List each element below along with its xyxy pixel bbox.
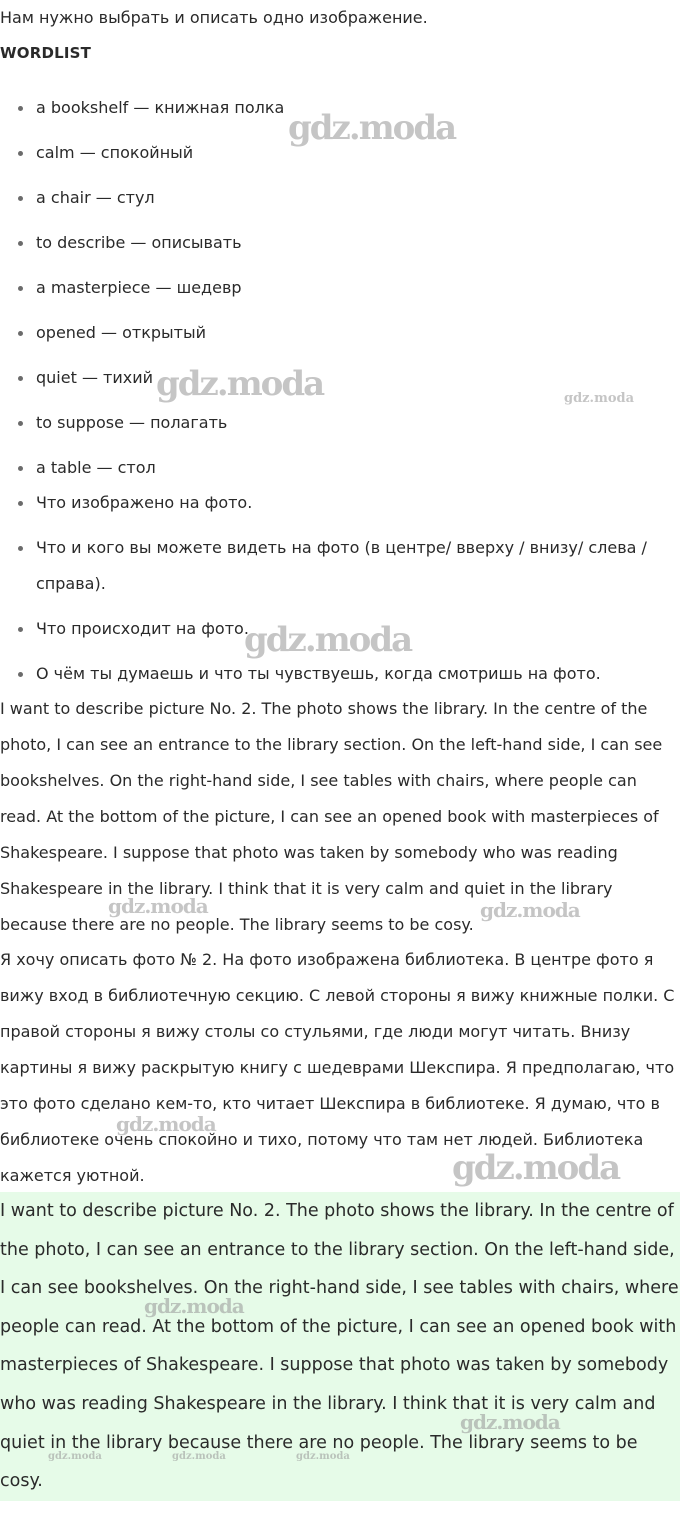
- text-line: I want to describe picture No. 2. The photo shows the library. In the centre of: [0, 1201, 674, 1221]
- text-line: Я хочу описать фото № 2. На фото изображена библиотека. В центре фото я: [0, 950, 654, 969]
- wordlist-item: a masterpiece — шедевр: [36, 270, 242, 306]
- watermark-logo: gdz.moda: [244, 620, 412, 660]
- text-line: вижу вход в библиотечную секцию. С левой стороны я вижу книжные полки. С: [0, 986, 675, 1005]
- text-line: photo, I can see an entrance to the library section. On the left-hand side, I can see: [0, 735, 663, 754]
- text-line: картины я вижу раскрытую книгу с шедеврами Шекспира. Я предполагаю, что: [0, 1058, 675, 1077]
- text-line: библиотеке очень спокойно и тихо, потому что там нет людей. Библиотека: [0, 1130, 644, 1149]
- text-line: кажется уютной.: [0, 1166, 145, 1185]
- wordlist-title: WORDLIST: [0, 44, 92, 62]
- text-line: quiet in the library because there are no people. The library seems to be: [0, 1432, 638, 1453]
- wordlist-item: a chair — стул: [36, 180, 155, 216]
- text-line: I can see bookshelves. On the right-hand side, I see tables with chairs, where: [0, 1278, 679, 1299]
- watermark-logo: gdz.moda: [480, 898, 580, 922]
- watermark-logo: gdz.moda: [296, 1451, 350, 1462]
- russian-paragraph: [0, 942, 680, 1194]
- text-line: cosy.: [0, 1471, 43, 1492]
- text-line: Shakespeare. I suppose that photo was taken by somebody who was reading: [0, 843, 618, 862]
- wordlist-item: a table — стол: [36, 450, 156, 486]
- question-item: Что происходит на фото.: [36, 611, 249, 647]
- watermark-logo: gdz.moda: [288, 108, 456, 148]
- text-line: who was reading Shakespeare in the library. I think that it is very calm and: [0, 1393, 656, 1414]
- question-item-continuation: справа).: [36, 574, 106, 593]
- answer-paragraph: [0, 1192, 680, 1501]
- text-line: the photo, I can see an entrance to the library section. On the left-hand side,: [0, 1239, 675, 1260]
- watermark-logo: gdz.moda: [116, 1112, 216, 1136]
- watermark-logo: gdz.moda: [172, 1451, 226, 1462]
- english-paragraph: [0, 691, 680, 943]
- watermark-logo: gdz.moda: [156, 364, 324, 404]
- watermark-logo: gdz.moda: [48, 1451, 102, 1462]
- wordlist-item: to suppose — полагать: [36, 405, 227, 441]
- text-line: правой стороны я вижу столы со стульями, где люди могут читать. Внизу: [0, 1022, 631, 1041]
- watermark-logo: gdz.moda: [452, 1148, 620, 1188]
- text-line: I want to describe picture No. 2. The photo shows the library. In the centre of the: [0, 699, 648, 718]
- watermark-logo: gdz.moda: [108, 894, 208, 918]
- question-item: О чём ты думаешь и что ты чувствуешь, когда смотришь на фото.: [36, 656, 601, 692]
- wordlist-item: quiet — тихий: [36, 360, 153, 396]
- wordlist-item: calm — спокойный: [36, 135, 193, 171]
- watermark-logo: gdz.moda: [460, 1410, 560, 1434]
- intro-text: Нам нужно выбрать и описать одно изображение.: [0, 8, 428, 27]
- text-line: people can read. At the bottom of the picture, I can see an opened book with: [0, 1316, 677, 1337]
- question-item: Что и кого вы можете видеть на фото (в центре/ вверху / внизу/ слева /: [36, 530, 647, 566]
- text-line: read. At the bottom of the picture, I can see an opened book with masterpieces of: [0, 807, 659, 826]
- text-line: Shakespeare in the library. I think that it is very calm and quiet in the library: [0, 879, 613, 898]
- wordlist-item: to describe — описывать: [36, 225, 242, 261]
- watermark-logo: gdz.moda: [564, 391, 635, 406]
- wordlist-item: a bookshelf — книжная полка: [36, 90, 284, 126]
- text-line: because there are no people. The library seems to be cosy.: [0, 915, 474, 934]
- wordlist-item: opened — открытый: [36, 315, 206, 351]
- text-line: это фото сделано кем-то, кто читает Шекспира в библиотеке. Я думаю, что в: [0, 1094, 660, 1113]
- watermark-logo: gdz.moda: [144, 1294, 244, 1318]
- text-line: masterpieces of Shakespeare. I suppose that photo was taken by somebody: [0, 1355, 669, 1376]
- text-line: bookshelves. On the right-hand side, I see tables with chairs, where people can: [0, 771, 637, 790]
- question-item: Что изображено на фото.: [36, 485, 252, 521]
